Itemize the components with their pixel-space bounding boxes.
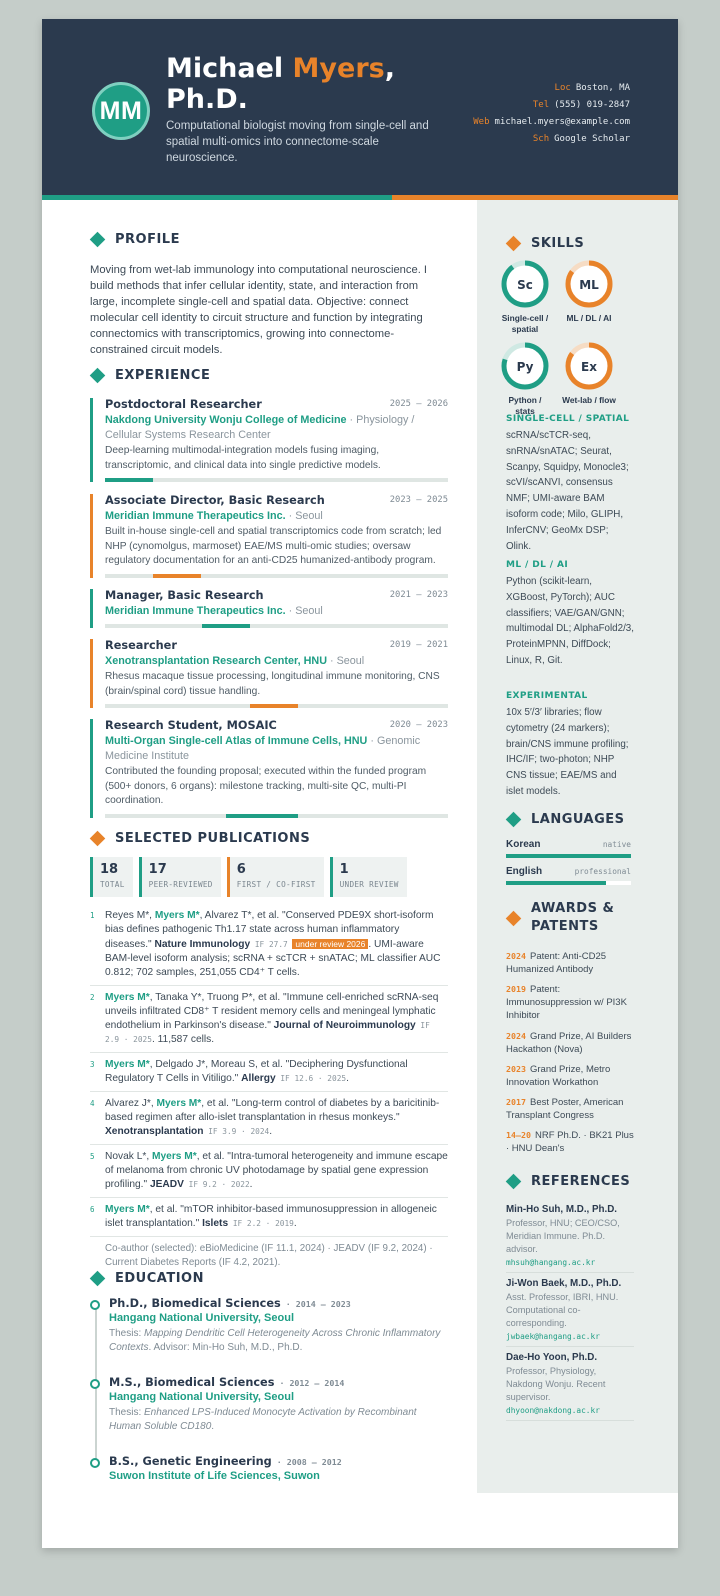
contact-scholar-link[interactable]: Sch Google Scholar [532,134,630,144]
school: Hangang National University, Seoul [109,1312,294,1324]
job-role: Researcher [105,639,177,652]
publication-item: 1 Reyes M*, Myers M*, Alvarez T*, et al. "Conserved PDE9X short-isoform bias defines pathogenic Th1.17 state across human inflammatory diseases." Nature Immunology IF 27.7 under review 2026 . UMI-aware BAM-level isoform analysis; scRNA + scTCR + snATAC; ML classifier AUC 0.812; 702 samples, 251,055 CD4⁺ T cells. [90,909,448,986]
job-date: 2020 – 2023 [389,720,448,730]
skill-ring-abbr: Py [516,360,534,374]
award-item: 2019 Patent: Immunosuppression w/ PI3K Inhibitor [506,984,627,1021]
reference-item: Min-Ho Suh, M.D., Ph.D. Professor, HNU; CEO/CSO, Meridian Immune. Ph.D. advisor. mhsuh@hangang.ac.kr [506,1204,634,1273]
skill-ring-abbr: Ex [581,360,597,374]
skill-ring-ml [550,258,628,324]
job-description: Built in-house single-cell and spatial transcriptomics code from scratch; led NHP (cynomolgus, marmoset) EAE/MS multi-omic studies; oversaw regulatory documentation for an anti-CD25 humanized-antibody program. [105,526,442,566]
job-timeline-bar [105,478,448,482]
stat-peer-reviewed: 17 PEER-REVIEWED [139,857,221,897]
job-entry [90,639,448,708]
skill-ring-label: Single-cell / spatial [501,313,549,334]
publication-item: 4 Alvarez J*, Myers M*, et al. "Long-term control of diabetes by a baricitinib-based regimen after allo-islet transplantation in rhesus monkeys." Xenotransplantation IF 3.9 · 2024. [90,1097,448,1145]
timeline-dot-icon [90,1458,100,1468]
skill-ring-label: ML / DL / AI [566,313,612,323]
skill-rings [500,258,640,416]
job-timeline-bar [105,624,448,628]
experience-section-title: EXPERIENCE [90,368,210,383]
contact-email[interactable]: Web michael.myers@example.com [473,117,630,127]
stat-under-review: 1 UNDER REVIEW [330,857,407,897]
job-entry [90,398,448,482]
full-name: Michael Myers, Ph.D. [166,53,395,115]
skill-ring-label: Python / stats [508,395,542,416]
job-date: 2019 – 2021 [389,640,448,650]
skill-ring-abbr: ML [579,278,599,292]
diamond-icon [506,910,522,926]
job-org: Nakdong University Wonju College of Medicine · Physiology / Cellular Systems Research Center [105,414,415,441]
award-item: 2023 Grand Prize, Metro Innovation Workathon [506,1064,611,1088]
job-date: 2025 – 2026 [389,399,448,409]
award-item: 2024 Grand Prize, AI Builders Hackathon (Nova) [506,1031,632,1055]
award-item: 2024 Patent: Anti-CD25 Humanized Antibody [506,951,607,975]
language-english: English professional [506,866,631,885]
skill-group-text: Python (scikit-learn, XGBoost, PyTorch); AUC classifiers; VAE/GAN/GNN; multimodal DL; AlphaFold2/3, ProteinMPNN, DiffDock; Linux, R, Git. [506,576,634,666]
profile-text: Moving from wet-lab immunology into computational neuroscience. I build methods that infer cellular identity, state, and interaction from large, incomplete single-cell and spatial data. Objective: connect molecular cell identity to circuit structure and function by integrating connectomics with transcriptomics, growing into connectome-constrained circuit models. [90,264,428,356]
diamond-icon [90,368,106,384]
stat-total: 18 TOTAL [90,857,133,897]
profile-section-title: PROFILE [90,232,180,247]
publications-section-title: SELECTED PUBLICATIONS [90,831,310,846]
job-description: Rhesus macaque tissue processing, longitudinal immune monitoring, CNS (brain/spinal cord) tissue handling. [105,671,440,697]
diamond-icon [90,1271,106,1287]
reference-item: Ji-Won Baek, M.D., Ph.D. Asst. Professor, IBRI, HNU. Computational co-corresponding. jwbaek@hangang.ac.kr [506,1278,634,1347]
under-review-badge: under review 2026 [292,939,368,949]
resume-header [42,19,678,195]
language-level-bar [506,854,631,858]
job-role: Postdoctoral Researcher [105,398,262,411]
language-korean: Korean native [506,839,631,858]
timeline-dot-icon [90,1379,100,1389]
skill-ring-ex [550,340,628,406]
education-entry [90,1376,450,1434]
contact-list [473,80,630,148]
job-role: Research Student, MOSAIC [105,719,277,732]
stat-first-author: 6 FIRST / CO-FIRST [227,857,324,897]
job-org: Multi-Organ Single-cell Atlas of Immune Cells, HNU · Genomic Medicine Institute [105,735,421,762]
reference-email[interactable]: mhsuh@hangang.ac.kr [506,1258,596,1267]
job-date: 2021 – 2023 [389,590,448,600]
school: Hangang National University, Seoul [109,1391,294,1403]
skill-group-heading: ML / DL / AI [506,560,569,570]
tagline: Computational biologist moving from single-cell and spatial multi-omics into connectome-scale neuroscience. [166,120,429,164]
job-org: Xenotransplantation Research Center, HNU · Seoul [105,655,365,667]
diamond-icon [506,236,522,252]
diamond-icon [506,1174,522,1190]
job-timeline-bar [105,704,448,708]
reference-item: Dae-Ho Yoon, Ph.D. Professor, Physiology, Nakdong Wonju. Recent supervisor. dhyoon@nakdong.ac.kr [506,1352,634,1421]
timeline-dot-icon [90,1300,100,1310]
skill-ring-abbr: Sc [517,278,533,292]
skill-group-heading: EXPERIMENTAL [506,691,588,701]
education-section-title: EDUCATION [90,1271,204,1286]
languages-section-title: LANGUAGES [506,812,625,827]
diamond-icon [506,812,522,828]
degree: Ph.D., Biomedical Sciences · 2014 – 2023 [109,1297,351,1310]
thesis: Thesis: Mapping Dendritic Cell Heterogeneity Across Chronic Inflammatory Contexts. Advisor: Min-Ho Suh, M.D., Ph.D. [109,1328,441,1353]
job-org: Meridian Immune Therapeutics Inc. · Seoul [105,605,323,617]
awards-section-title: AWARDS & PATENTS [506,900,626,936]
job-description: Deep-learning multimodal-integration models fusing imaging, transcriptomic, and clinical data into single predictive models. [105,445,381,471]
education-entry [90,1455,450,1482]
job-role: Manager, Basic Research [105,589,264,602]
publication-item: 2 Myers M*, Tanaka Y*, Truong P*, et al. "Immune cell-enriched scRNA-seq unveils infiltrated CD8⁺ T resident memory cells and meningeal lymphatic endothelium in Parkinson's disease." Journal of Neuroimmunology IF 2.9 · 2025. 11,587 cells. [90,991,448,1053]
publication-stats [90,857,407,897]
contact-phone: Tel (555) 019-2847 [532,100,630,110]
degree: M.S., Biomedical Sciences · 2012 – 2014 [109,1376,345,1389]
header-accent-teal [42,195,392,200]
award-item: 2017 Best Poster, American Transplant Congress [506,1097,624,1121]
references-section-title: REFERENCES [506,1174,630,1189]
diamond-icon [90,831,106,847]
job-role: Associate Director, Basic Research [105,494,325,507]
skill-group-text: scRNA/scTCR-seq, snRNA/snATAC; Seurat, Scanpy, Squidpy, Monocle3; scVI/scANVI, consensus NMF; UMI-aware BAM isoform code; Milo, GLIPH, InferCNV; GeoMx DSP; Olink. [506,430,629,552]
skills-section-title: SKILLS [506,236,584,251]
job-entry [90,589,448,628]
job-description: Contributed the founding proposal; executed within the funded program (500+ donors, 6 organs): milestone tracking, multi-site QC, multi-PI coordination. [105,766,427,806]
reference-email[interactable]: jwbaek@hangang.ac.kr [506,1332,600,1341]
skill-ring-label: Wet-lab / flow [562,395,616,405]
award-item: 14–20 NRF Ph.D. · BK21 Plus · HNU Dean's [506,1130,634,1154]
diamond-icon [90,232,106,248]
thesis: Thesis: Enhanced LPS-Induced Monocyte Activation by Recombinant Human Soluble CD180. [109,1407,417,1432]
degree: B.S., Genetic Engineering · 2008 – 2012 [109,1455,342,1468]
school: Suwon Institute of Life Sciences, Suwon [109,1470,320,1482]
coauthor-note: Co-author (selected): eBioMedicine (IF 11.1, 2024) · JEADV (IF 9.2, 2024) · Current Diabetes Reports (IF 4.2, 2021). [105,1243,433,1268]
publication-item: 3 Myers M*, Delgado J*, Moreau S, et al. "Deciphering Dysfunctional Regulatory T Cells in Vitiligo." Allergy IF 12.6 · 2025. [90,1058,448,1092]
publication-item: 6 Myers M*, et al. "mTOR inhibitor-based immunosuppression in allogeneic islet transplantation." Islets IF 2.2 · 2019. [90,1203,448,1237]
skill-group-text: 10x 5′/3′ libraries; flow cytometry (24 markers); brain/CNS immune profiling; IHC/IF; two-photon; NHP CNS tissue; EAE/MS and islet models. [506,707,629,797]
publication-list [90,909,448,1270]
reference-email[interactable]: dhyoon@nakdong.ac.kr [506,1406,600,1415]
job-org: Meridian Immune Therapeutics Inc. · Seoul [105,510,323,522]
language-level-bar [506,881,631,885]
job-entry [90,719,448,818]
publication-item: 5 Novak L*, Myers M*, et al. "Intra-tumoral heterogeneity and immune escape of melanoma from chronic UV photodamage by spatial gene expression profiling." JEADV IF 9.2 · 2022. [90,1150,448,1198]
job-entry [90,494,448,578]
job-timeline-bar [105,574,448,578]
skill-group-heading: SINGLE-CELL / SPATIAL [506,414,630,424]
contact-location: Loc Boston, MA [554,83,630,93]
education-entry [90,1297,450,1355]
avatar: MM [92,82,150,140]
job-timeline-bar [105,814,448,818]
job-date: 2023 – 2025 [389,495,448,505]
